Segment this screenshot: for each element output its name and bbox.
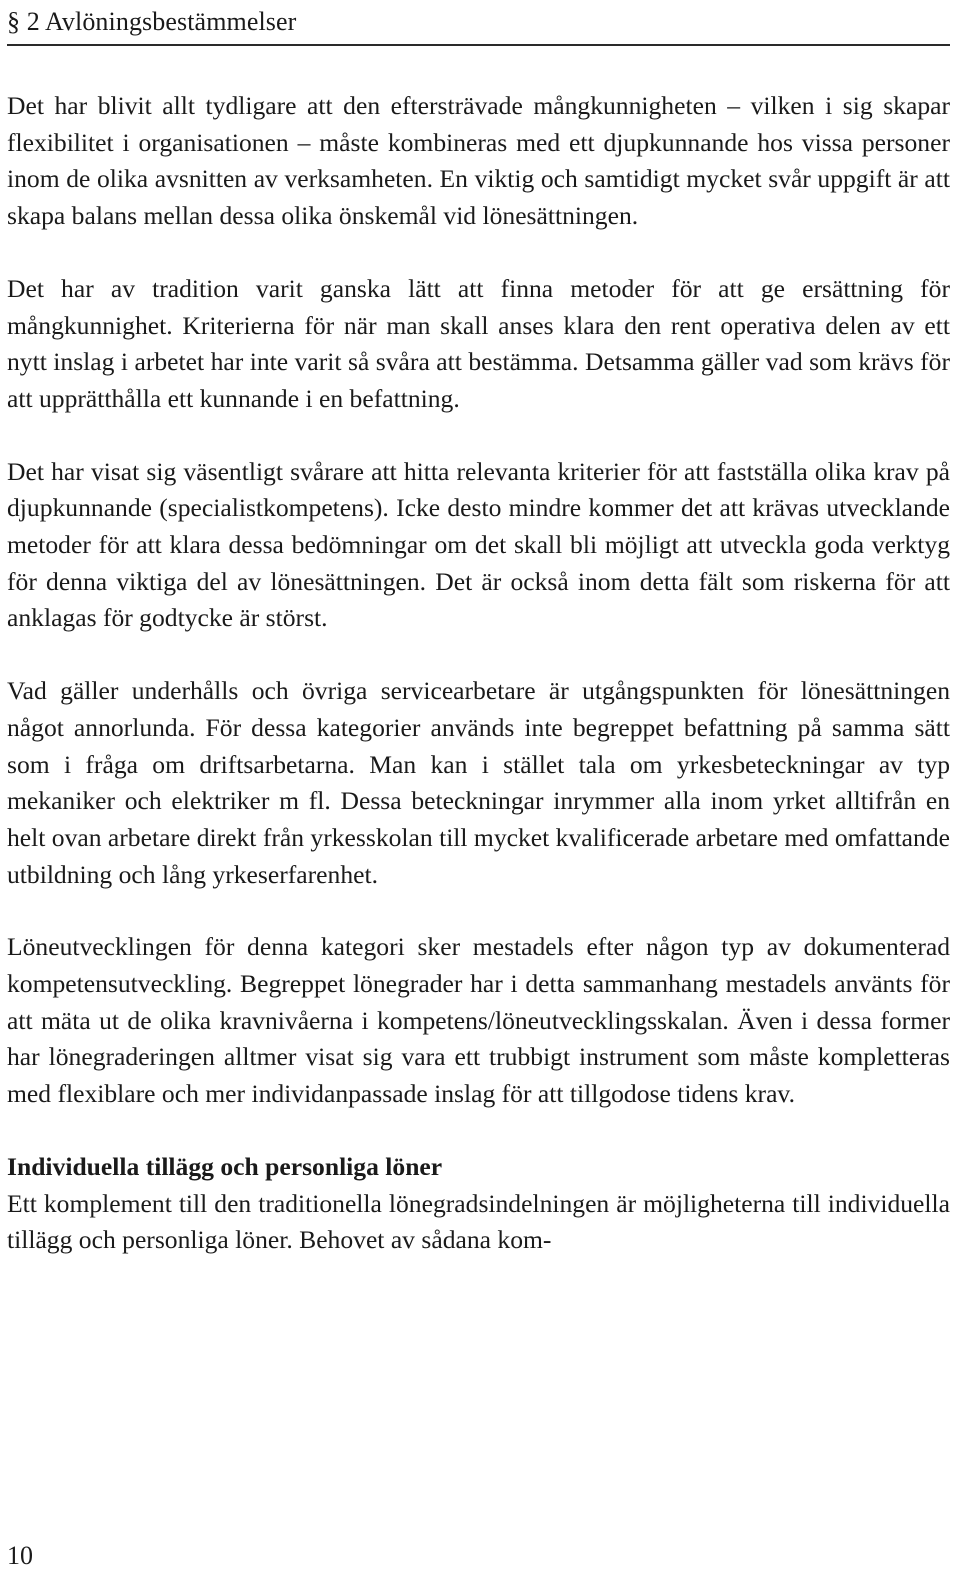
document-page	[7, 0, 953, 1584]
body-text	[7, 88, 950, 1259]
paragraph-3: Det har visat sig väsentligt svårare att hitta relevanta kriterier för att fastställa olika krav på djupkunnande (specialistkompetens). Icke desto mindre kommer det att krävas utvecklande metoder för att klara dessa bedömningar om det skall bli möjligt att utveckla goda verktyg för denna viktiga del av lönesättningen. Det är också inom detta fält som riskerna för att anklagas för godtycke är störst.	[7, 456, 950, 633]
running-header	[7, 4, 950, 46]
section-paragraph: Ett komplement till den traditionella lönegradsindelningen är möjligheterna till individuella tillägg och personliga löner. Behovet av sådana kom-	[7, 1188, 950, 1255]
paragraph-2: Det har av tradition varit ganska lätt att finna metoder för att ge ersättning för mångkunnighet. Kriterierna för när man skall anses klara den rent operativa delen av ett nytt inslag i arbetet har inte varit så svåra att bestämma. Detsamma gäller vad som krävs för att upprätthålla ett kunnande i en befattning.	[7, 273, 950, 413]
section-heading: Individuella tillägg och personliga löner	[7, 1151, 443, 1181]
paragraph-1: Det har blivit allt tydligare att den eftersträvade mångkunnigheten – vilken i sig skapar flexibilitet i organisationen – måste kombineras med ett djupkunnande hos vissa personer inom de olika avsnitten av verksamheten. En viktig och samtidigt mycket svår uppgift är att skapa balans mellan dessa olika önskemål vid lönesättningen.	[7, 91, 950, 231]
header-title: § 2 Avlöningsbestämmelser	[7, 7, 297, 36]
paragraph-4: Vad gäller underhålls och övriga servicearbetare är utgångspunkten för lönesättningen något annorlunda. För dessa kategorier används inte begreppet befattning på samma sätt som i fråga om driftsarbetarna. Man kan i stället tala om yrkesbeteckningar av typ mekaniker och elektriker m fl. Dessa beteckningar inrymmer alla inom yrket alltifrån en helt ovan arbetare direkt från yrkesskolan till mycket kvalificerade arbetare med omfattande utbildning och lång yrkeserfarenhet.	[7, 676, 950, 889]
section-individual-allowances	[7, 1149, 950, 1259]
paragraph-5: Löneutvecklingen för denna kategori sker mestadels efter någon typ av dokumenterad kompetensutveckling. Begreppet lönegrader har i detta sammanhang mestadels använts för att mäta ut de olika kravnivåerna i kompetens/löneutvecklingsskalan. Även i dessa former har lönegraderingen alltmer visat sig vara ett trubbigt instrument som måste kompletteras med flexiblare och mer individanpassade inslag för att tillgodose tidens krav.	[7, 932, 950, 1109]
page-number: 10	[7, 1541, 33, 1570]
